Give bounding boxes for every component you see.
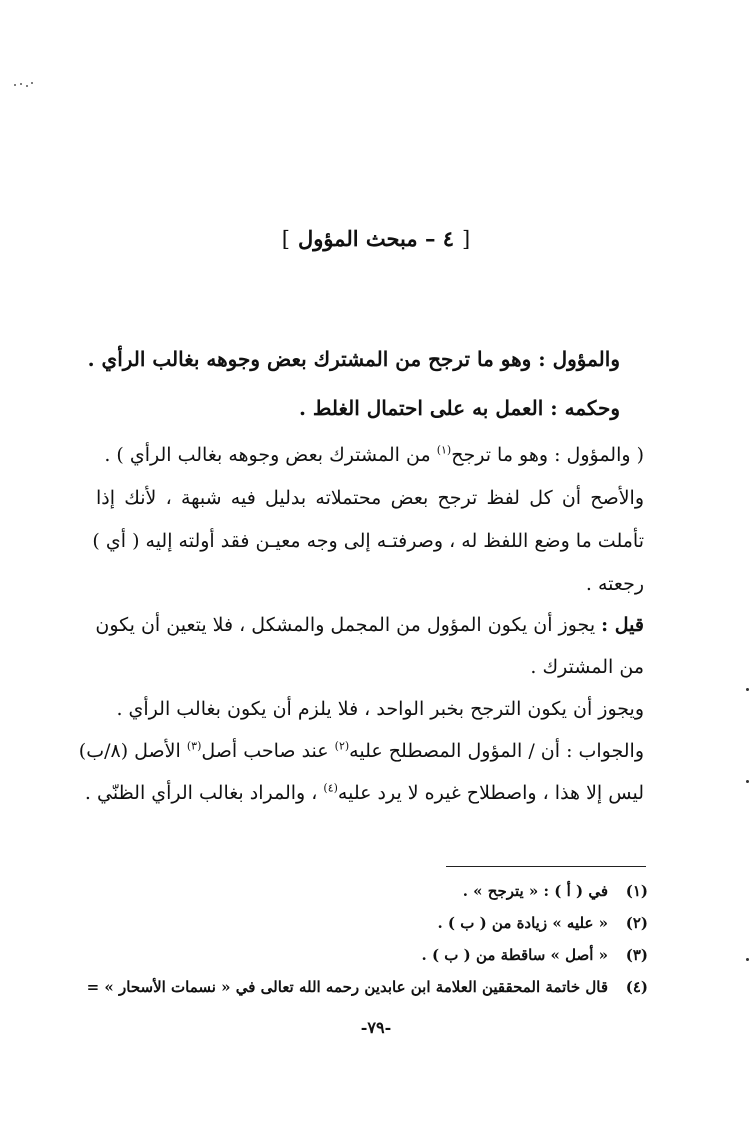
sharh-line-1 (96, 440, 644, 474)
footnote-2 (88, 910, 648, 940)
footnote-ref[interactable]: (٣) (186, 739, 202, 753)
sharh-line-8 (78, 736, 644, 770)
sharh-text: من المشترك بعض وجوهه بغالب الرأي ) . (104, 444, 437, 466)
sharh-line-5 (96, 610, 644, 644)
sharh-lead-term: قيل : (601, 614, 644, 636)
matn-ruling: العمل به على احتمال الغلط . (298, 396, 551, 420)
matn-definition: وهو ما ترجح من المشترك بعض وجوهه بغالب الرأي . (87, 347, 539, 371)
matn-lead-term: والمؤول : (538, 347, 620, 371)
sharh-text: ، والمراد بغالب الرأي الظنّي . (84, 782, 324, 804)
footnote-separator (446, 866, 646, 867)
footnote-text: في ( أ ) : « يترجح » . (462, 882, 608, 900)
sharh-line-9 (84, 778, 644, 812)
sharh-text: يجوز أن يكون المؤول من المجمل والمشكل ، فلا يتعين أن يكون (95, 614, 602, 636)
heading-dash: – (424, 226, 436, 251)
sharh-text: عند صاحب أصل (201, 740, 335, 762)
footnote-ref[interactable]: (٢) (334, 739, 350, 753)
margin-speck (746, 958, 749, 961)
sharh-line-4: رجعته . (585, 573, 644, 595)
footnote-number: (٣) (625, 946, 648, 964)
footnote-1 (88, 878, 648, 908)
heading-number: ٤ (442, 226, 455, 251)
heading-open-bracket: [ (462, 227, 471, 251)
footnote-4 (88, 974, 648, 1004)
heading-close-bracket: ] (281, 227, 290, 251)
section-heading (0, 226, 752, 251)
scan-speck (14, 82, 38, 90)
margin-speck (746, 688, 749, 691)
sharh-line-3: تأملت ما وضع اللفظ له ، وصرفتـه إلى وجه معيـن فقد أولته إليه ( أي ) (92, 530, 644, 552)
footnote-number: (١) (625, 882, 648, 900)
matn-lead-term: وحكمه : (550, 396, 620, 420)
footnote-3 (88, 942, 648, 972)
footnote-ref[interactable]: (٤) (323, 781, 338, 795)
sharh-text: والجواب : أن / المؤول المصطلح عليه (349, 740, 644, 762)
footnote-text: « عليه » زيادة من ( ب ) . (437, 914, 608, 932)
heading-title: مبحث المؤول (297, 226, 418, 251)
footnote-text: قال خاتمة المحققين العلامة ابن عابدين رحمه الله تعالى في « نسمات الأسحار » = (86, 978, 608, 996)
sharh-text: الأصل (٨/ب) (78, 740, 187, 762)
margin-speck (746, 780, 749, 783)
page-number: -٧٩- (360, 1018, 392, 1037)
sharh-line-6: من المشترك . (530, 656, 644, 678)
sharh-text: ليس إلا هذا ، واصطلاح غيره لا يرد عليه (337, 782, 644, 804)
footnote-text: « أصل » ساقطة من ( ب ) . (421, 946, 608, 964)
sharh-text: ( والمؤول : وهو ما ترجح (451, 444, 644, 466)
footnote-number: (٤) (625, 978, 648, 996)
footnote-number: (٢) (625, 914, 648, 932)
footnote-ref[interactable]: (١) (436, 443, 452, 457)
matn-line-2 (96, 393, 620, 427)
sharh-line-2: والأصح أن كل لفظ ترجح بعض محتملاته بدليل فيه شبهة ، لأنك إذا (96, 487, 644, 509)
matn-line-1 (87, 344, 620, 378)
sharh-line-7: ويجوز أن يكون الترجح بخبر الواحد ، فلا يلزم أن يكون بغالب الرأي . (116, 698, 644, 720)
